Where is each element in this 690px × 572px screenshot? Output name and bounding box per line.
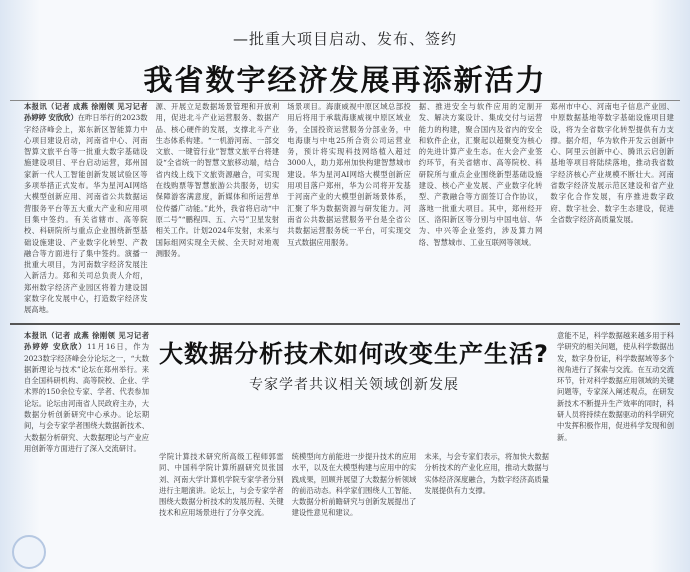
article2-column-3: 未来，与会专家们表示，将加快大数据分析技术的产业化应用，推动大数据与实体经济深度融合，为数字经济高质量发展提供有力支撑。 [424, 452, 549, 495]
article2-column-1: 学院计算技术研究所高级工程师郭雷同、中国科学院计算所副研究员张国刘、河南大学计算机学院专家学者分别进行主题演讲。论坛上，与会专家学者围绕大数据分析技术的发展历程、关键技术和应用场景进行了分享交流。 [159, 452, 284, 518]
article1-column-2-text: 源、开展立足数据场景管理和开放利用，促进北斗产业运营服务、数据产品、核心硬件的发展，支撑北斗产业生态体系构建。“一机游河南、一部交文旅、一键管行业”智慧文旅平台将建设“全省统一的智慧文旅移动端，结合省内线上线下文旅资源融合，可实现在线购票等智慧旅游公共服务，切实保障游客满意度，新媒体和所运营单位传播广动能。”此外，我省将启动“中原二号”“鹏程四、五、六号”卫星发射相关工作。计划2024年发射，未来与国际组网实现全天候、全天时对地观测服务。 [155, 102, 280, 258]
article2-column-2: 统模型向方前能进一步提升技术的应用水平，以及在大模型构建与应用中的实践成果，回顾并展望了大数据分析领域的前沿动态。科学家们围绕人工智能、大数据分析前瞻研究与创新发展提出了建设性意见和建议。 [291, 452, 417, 518]
divider-section [10, 323, 680, 325]
article1-kicker: —批重大项目启动、发布、签约 [232, 30, 457, 48]
article1-headline: 我省数字经济发展再添新活力 [143, 63, 547, 97]
article2-headline: 大数据分析技术如何改变生产生活? [159, 340, 549, 368]
article2-body [159, 450, 549, 560]
article1-column-3-text: 场景项目。海康威视中原区域总部投用后将用于承载海康威视中原区域业务，全国投资运营服务分部业务，中电海康与中电25所合资公司运营业务，预计将实现科技网络植入超过3000人，助力郑州加快构建智慧城市建设。华为星河AI网络大模型创新应用项目落户郑州，华为公司将开发基于河南产业的大模型创新场景体系，汇聚了华为数据资源与研发能力。河南省公共数据运营服务平台是全省公共数据运营服务统一平台，可实现交互式数据应用服务。 [287, 102, 411, 247]
article1-column-4-text: 据、推进安全与软件应用的定制开发、解决方案设计、集成交付与运营能力的构建，聚合国内及省内的安全和软件企业，汇聚起以超聚变为核心的先进计算产业生态。在大会产业签约环节，有关省辖市、高等院校、科研院所与重点企业围绕新型基础设施建设、核心产业发展、产业数字化转型、产教融合等方面签订合作协议，落地一批重大项目。其中，郑州经开区、洛阳新区等分别与中国电信、华为、中兴等企业签约，涉及算力网络、智慧城市、工业互联网等领域。 [418, 102, 543, 247]
article2-byline: 本报讯（记者 成燕 徐刚领 见习记者 孙婷婷 安欣欣） [24, 331, 149, 352]
article2-left-column-text: 11月16日，作为2023数字经济峰会分论坛之一，“大数据新理论与技术”论坛在郑州举行。来自全国科研机构、高等院校、企业、学术界的150余位专家、学者、代表参加论坛。论坛由河南省人民政府主办，大数据分析创新研究中心承办。论坛期间，与会专家学者围绕大数据新技术、大数据分析研究、大数据理论与产业应用创新等方面进行了深入交流研讨。 [24, 342, 149, 453]
article2 [24, 330, 674, 560]
article2-left-column [24, 330, 149, 555]
article1-column-2 [156, 100, 280, 320]
article2-subheadline: 专家学者共议相关领域创新发展 [249, 377, 459, 393]
article1-byline: 本报讯（记者 成燕 徐刚领 见习记者 孙婷婷 安欣欣） [24, 102, 148, 123]
article1-column-1 [24, 100, 148, 320]
article1-column-3 [287, 100, 411, 320]
article1-column-4 [419, 100, 543, 320]
article1-column-5 [550, 100, 674, 320]
article1-column-5-text: 郑州市中心、河南电子信息产业园、中原数据基地等数字基础设施项目建设，将为全省数字化转型提供有力支撑。据介绍，华为软件开发云创新中心、阿里云创新中心、腾讯云启创新基地等项目将陆续落地，推动我省数字经济核心产业规模不断壮大。河南省数字经济发展示范区建设和省产业数字化合作发展，有序推进数字政府、数字社会、数字生态建设，促进全省数字经济高质量发展。 [550, 102, 674, 224]
article2-right-column: 意能不足，科学数据越来越多用于科学研究的相关问题，使从科学数据出发，数字身份证，科学数据域等多个视角进行了探索与交流。在互动交流环节，针对科学数据应用领域的关键问题等，专家深入阐述观点，在研发新技术不断提升生产效率的同时，科研人员将持续在数据驱动的科学研究中发挥积极作用，促进科学发现和创新。 [557, 331, 674, 442]
article1-body [24, 100, 674, 320]
article1-column-1-text: 在昨日举行的2023数字经济峰会上，郑东新区智能算力中心项目建设启动，河南省中心、河南智算文旅平台等一批重大数字基础设施建设项目、平台启动运营，郑州国家新一代人工智能创新发展试验区等多项举措正式发布。华为星河AI网络大模型创新应用、河南省公共数据运营服务平台等五大重大产业和应用项目集中签约。有关省辖市、高等院校、科研院所与重点企业围绕新型基础设施建设、产业数字化转型、产教融合等方面进行了集中签约。演播一批重大项目，为河南数字经济发展注入新活力。郑和关司总负责人介绍，郑州数字经济产业园区将着力建设国家数字化发展中心，打造数字经济发展高地。 [24, 113, 148, 315]
corner-emblem [12, 535, 46, 569]
